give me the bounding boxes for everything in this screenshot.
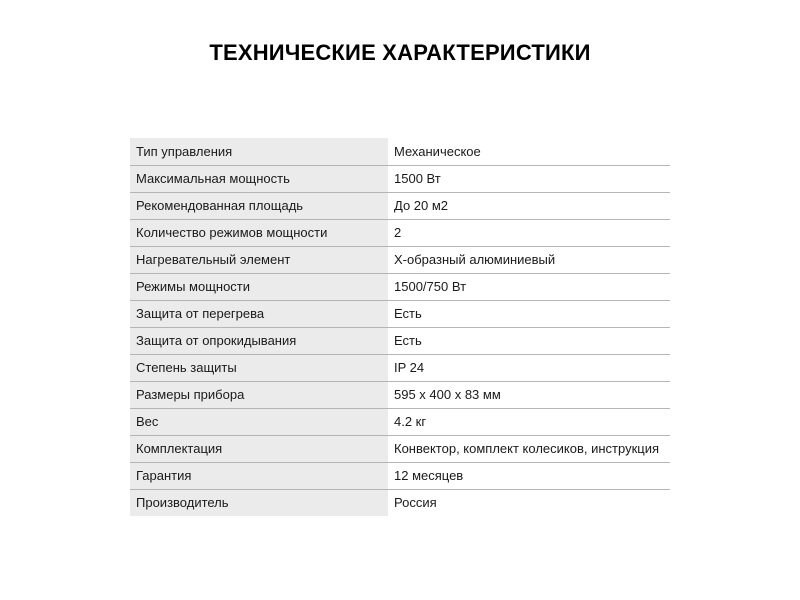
table-row	[130, 462, 670, 489]
spec-value: 12 месяцев	[388, 462, 670, 489]
specs-table	[130, 138, 670, 516]
table-row	[130, 300, 670, 327]
spec-label: Режимы мощности	[130, 273, 388, 300]
table-row	[130, 381, 670, 408]
table-row	[130, 435, 670, 462]
spec-label: Количество режимов мощности	[130, 219, 388, 246]
spec-value: Механическое	[388, 138, 670, 165]
table-row	[130, 219, 670, 246]
spec-value: 1500 Вт	[388, 165, 670, 192]
spec-label: Степень защиты	[130, 354, 388, 381]
specs-table-body	[130, 138, 670, 516]
table-row	[130, 165, 670, 192]
spec-label: Производитель	[130, 489, 388, 516]
table-row	[130, 138, 670, 165]
spec-value: Россия	[388, 489, 670, 516]
spec-label: Вес	[130, 408, 388, 435]
spec-label: Гарантия	[130, 462, 388, 489]
table-row	[130, 408, 670, 435]
spec-label: Защита от перегрева	[130, 300, 388, 327]
spec-value: 2	[388, 219, 670, 246]
table-row	[130, 246, 670, 273]
spec-value: 595 х 400 х 83 мм	[388, 381, 670, 408]
page-title: ТЕХНИЧЕСКИЕ ХАРАКТЕРИСТИКИ	[209, 40, 591, 65]
table-row	[130, 273, 670, 300]
spec-label: Тип управления	[130, 138, 388, 165]
spec-label: Рекомендованная площадь	[130, 192, 388, 219]
spec-value: IP 24	[388, 354, 670, 381]
table-row	[130, 489, 670, 516]
table-row	[130, 327, 670, 354]
spec-value: Конвектор, комплект колесиков, инструкция	[388, 435, 670, 462]
spec-label: Размеры прибора	[130, 381, 388, 408]
spec-value: Есть	[388, 300, 670, 327]
spec-label: Максимальная мощность	[130, 165, 388, 192]
spec-value: Х-образный алюминиевый	[388, 246, 670, 273]
spec-value: 1500/750 Вт	[388, 273, 670, 300]
spec-value: До 20 м2	[388, 192, 670, 219]
table-row	[130, 354, 670, 381]
spec-value: 4.2 кг	[388, 408, 670, 435]
spec-label: Нагревательный элемент	[130, 246, 388, 273]
spec-value: Есть	[388, 327, 670, 354]
spec-label: Защита от опрокидывания	[130, 327, 388, 354]
spec-label: Комплектация	[130, 435, 388, 462]
table-row	[130, 192, 670, 219]
